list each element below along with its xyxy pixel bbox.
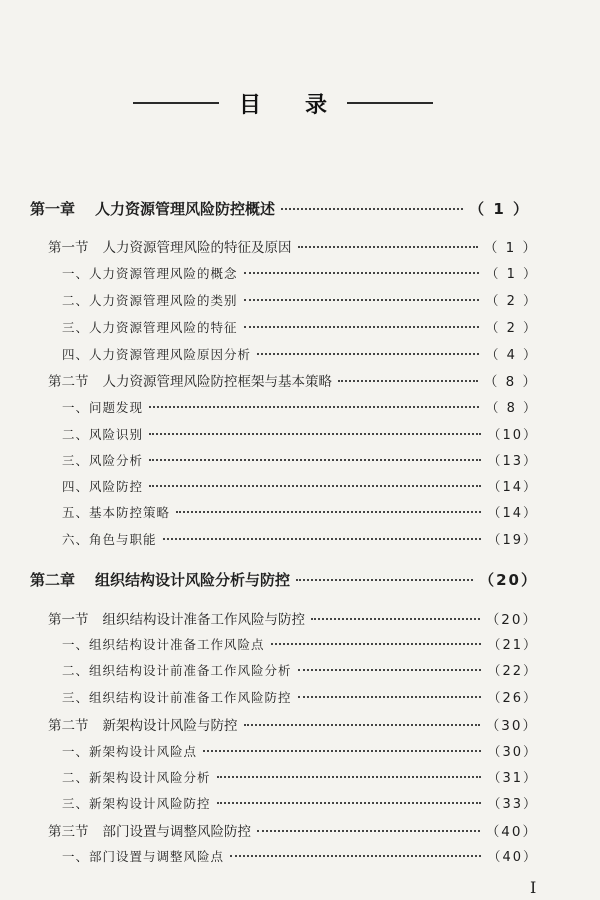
toc-title: 目录 bbox=[238, 92, 371, 118]
toc-item bbox=[62, 660, 538, 679]
leader-dots bbox=[296, 579, 473, 581]
chapter-number: 第一章 bbox=[30, 200, 76, 218]
leader-dots bbox=[298, 669, 482, 671]
item-title: 一、人力资源管理风险的概念 bbox=[62, 266, 238, 281]
toc-section bbox=[48, 608, 538, 628]
page-ref: （20） bbox=[485, 612, 538, 628]
item-title: 四、人力资源管理风险原因分析 bbox=[62, 347, 252, 362]
item-title: 一、问题发现 bbox=[62, 400, 144, 415]
toc-item bbox=[62, 290, 538, 309]
toc-item bbox=[62, 344, 538, 363]
leader-dots bbox=[244, 326, 480, 328]
leader-dots bbox=[176, 511, 481, 513]
page-ref: （26） bbox=[487, 691, 538, 706]
section-number: 第二节 bbox=[48, 374, 89, 390]
page-ref: （33） bbox=[487, 797, 538, 812]
toc-item bbox=[62, 741, 538, 760]
section-number: 第二节 bbox=[48, 718, 89, 734]
page-ref: （20） bbox=[479, 571, 538, 589]
page-ref: （14） bbox=[487, 480, 538, 495]
section-number: 第一节 bbox=[48, 612, 89, 628]
toc-item bbox=[62, 846, 538, 865]
section-title: 新架构设计风险与防控 bbox=[102, 718, 238, 734]
page-ref: （22） bbox=[487, 664, 538, 679]
leader-dots bbox=[281, 208, 463, 210]
leader-dots bbox=[149, 406, 479, 408]
page-ref: （ 1 ） bbox=[483, 240, 538, 256]
item-title: 二、人力资源管理风险的类别 bbox=[62, 293, 238, 308]
page-ref: （ 2 ） bbox=[485, 294, 538, 309]
leader-dots bbox=[203, 750, 481, 752]
toc-item bbox=[62, 317, 538, 336]
toc-item bbox=[62, 767, 538, 786]
toc-section bbox=[48, 820, 538, 840]
leader-dots bbox=[257, 353, 479, 355]
item-title: 三、新架构设计风险防控 bbox=[62, 796, 211, 811]
toc-item bbox=[62, 263, 538, 282]
leader-dots bbox=[244, 299, 480, 301]
toc-item bbox=[62, 634, 538, 653]
section-number: 第三节 bbox=[48, 824, 89, 840]
toc-section bbox=[48, 370, 538, 390]
leader-dots bbox=[338, 380, 478, 382]
leader-dots bbox=[149, 485, 481, 487]
item-title: 五、基本防控策略 bbox=[62, 505, 171, 520]
item-title: 六、角色与职能 bbox=[62, 532, 157, 547]
page-ref: （30） bbox=[487, 745, 538, 760]
leader-dots bbox=[298, 246, 478, 248]
page-ref: （30） bbox=[485, 718, 538, 734]
section-title: 部门设置与调整风险防控 bbox=[102, 824, 251, 840]
page-ref: （13） bbox=[487, 454, 538, 469]
page-ref: （21） bbox=[487, 638, 538, 653]
item-title: 二、组织结构设计前准备工作风险分析 bbox=[62, 663, 292, 678]
page-ref: （14） bbox=[487, 506, 538, 521]
item-title: 三、组织结构设计前准备工作风险防控 bbox=[62, 690, 292, 705]
toc-item bbox=[62, 687, 538, 706]
toc-item bbox=[62, 529, 538, 548]
leader-dots bbox=[230, 855, 481, 857]
page-ref: （10） bbox=[487, 428, 538, 443]
toc-item bbox=[62, 502, 538, 521]
title-right-rule bbox=[347, 102, 433, 104]
item-title: 三、人力资源管理风险的特征 bbox=[62, 320, 238, 335]
leader-dots bbox=[311, 618, 480, 620]
leader-dots bbox=[149, 459, 481, 461]
page-ref: （ 2 ） bbox=[485, 321, 538, 336]
leader-dots bbox=[217, 776, 482, 778]
item-title: 一、组织结构设计准备工作风险点 bbox=[62, 637, 265, 652]
item-title: 一、部门设置与调整风险点 bbox=[62, 849, 225, 864]
item-title: 一、新架构设计风险点 bbox=[62, 744, 198, 759]
leader-dots bbox=[217, 802, 482, 804]
leader-dots bbox=[244, 724, 480, 726]
item-title: 四、风险防控 bbox=[62, 479, 144, 494]
section-title: 人力资源管理风险的特征及原因 bbox=[102, 240, 292, 256]
toc-section bbox=[48, 714, 538, 734]
chapter-number: 第二章 bbox=[30, 571, 76, 589]
page-ref: （ 8 ） bbox=[485, 401, 538, 416]
page-ref: （ 1 ） bbox=[469, 200, 530, 218]
leader-dots bbox=[163, 538, 482, 540]
leader-dots bbox=[271, 643, 482, 645]
title-left-rule bbox=[133, 102, 219, 104]
page-ref: （19） bbox=[487, 533, 538, 548]
chapter-title: 人力资源管理风险防控概述 bbox=[95, 200, 276, 218]
toc-title-row bbox=[133, 88, 433, 118]
toc-item bbox=[62, 476, 538, 495]
section-title: 组织结构设计准备工作风险与防控 bbox=[102, 612, 305, 628]
toc-item bbox=[62, 397, 538, 416]
page-ref: （40） bbox=[487, 850, 538, 865]
leader-dots bbox=[257, 830, 480, 832]
page-ref: （31） bbox=[487, 771, 538, 786]
toc-chapter-2 bbox=[30, 569, 538, 590]
leader-dots bbox=[149, 433, 481, 435]
toc-item bbox=[62, 793, 538, 812]
section-title: 人力资源管理风险防控框架与基本策略 bbox=[102, 374, 332, 390]
page-number: I bbox=[530, 878, 537, 897]
leader-dots bbox=[298, 696, 482, 698]
leader-dots bbox=[244, 272, 480, 274]
section-number: 第一节 bbox=[48, 240, 89, 256]
item-title: 二、新架构设计风险分析 bbox=[62, 770, 211, 785]
toc-item bbox=[62, 450, 538, 469]
page-ref: （ 4 ） bbox=[485, 348, 538, 363]
toc-section bbox=[48, 236, 538, 256]
chapter-title: 组织结构设计风险分析与防控 bbox=[95, 571, 291, 589]
toc-chapter-1 bbox=[30, 198, 530, 219]
page-ref: （40） bbox=[485, 824, 538, 840]
toc-item bbox=[62, 424, 538, 443]
page-ref: （ 8 ） bbox=[483, 374, 538, 390]
item-title: 二、风险识别 bbox=[62, 427, 144, 442]
item-title: 三、风险分析 bbox=[62, 453, 144, 468]
page-ref: （ 1 ） bbox=[485, 267, 538, 282]
